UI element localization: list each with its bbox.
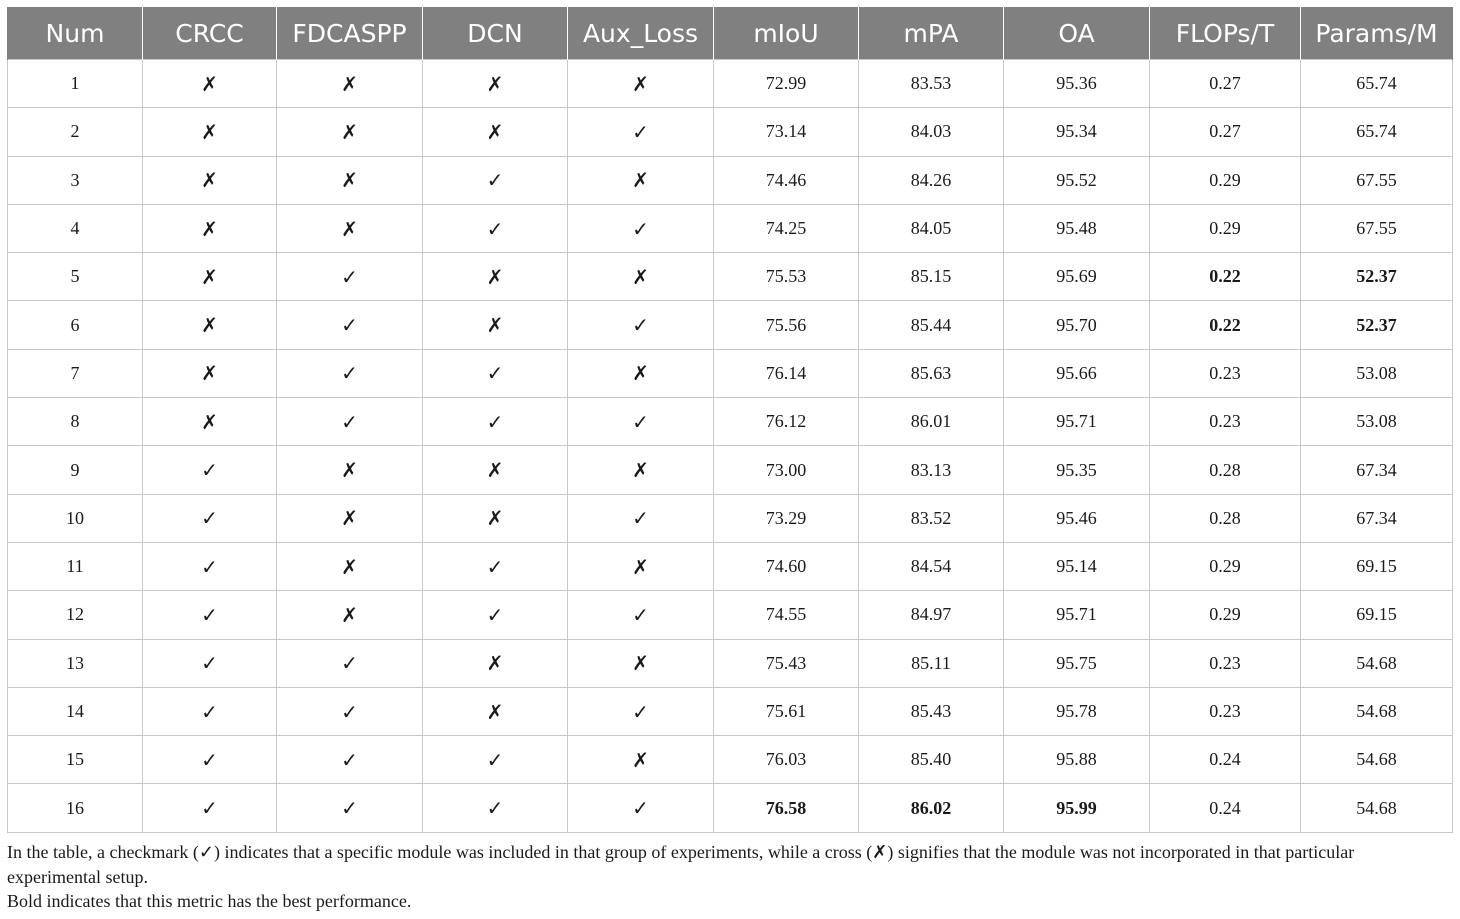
cell-aux-mark: ✗ — [568, 639, 714, 687]
cell-num: 9 — [8, 446, 143, 494]
cell-dcn-mark: ✓ — [423, 398, 568, 446]
cell-params: 52.37 — [1301, 301, 1453, 349]
cell-crcc-mark: ✗ — [143, 60, 277, 108]
cell-miou: 76.12 — [714, 398, 859, 446]
cell-mpa: 85.40 — [859, 736, 1004, 784]
cell-params: 53.08 — [1301, 349, 1453, 397]
cell-miou: 74.46 — [714, 156, 859, 204]
cell-dcn-mark: ✓ — [423, 736, 568, 784]
header-miou: mIoU — [714, 7, 859, 60]
cell-dcn-mark: ✓ — [423, 156, 568, 204]
footnote-bold: Bold indicates that this metric has the best performance. — [7, 891, 412, 911]
cell-crcc-mark: ✓ — [143, 494, 277, 542]
cell-miou: 72.99 — [714, 60, 859, 108]
table-row — [8, 542, 1453, 590]
cell-fdcaspp-mark: ✓ — [277, 398, 423, 446]
cell-miou: 75.53 — [714, 253, 859, 301]
cell-aux-mark: ✗ — [568, 736, 714, 784]
cell-params: 52.37 — [1301, 253, 1453, 301]
cell-params: 67.34 — [1301, 446, 1453, 494]
cell-fdcaspp-mark: ✓ — [277, 687, 423, 735]
cell-fdcaspp-mark: ✓ — [277, 253, 423, 301]
cell-num: 6 — [8, 301, 143, 349]
cell-params: 67.55 — [1301, 156, 1453, 204]
cell-fdcaspp-mark: ✓ — [277, 736, 423, 784]
table-body — [8, 60, 1453, 833]
cell-miou: 75.61 — [714, 687, 859, 735]
cell-fdcaspp-mark: ✗ — [277, 108, 423, 156]
cell-params: 65.74 — [1301, 60, 1453, 108]
cell-miou: 74.60 — [714, 542, 859, 590]
table-row — [8, 253, 1453, 301]
cell-crcc-mark: ✗ — [143, 253, 277, 301]
cell-miou: 74.55 — [714, 591, 859, 639]
cell-aux-mark: ✗ — [568, 253, 714, 301]
cell-flops: 0.24 — [1150, 736, 1301, 784]
cell-oa: 95.66 — [1004, 349, 1150, 397]
cell-miou: 73.00 — [714, 446, 859, 494]
cell-miou: 76.14 — [714, 349, 859, 397]
cell-oa: 95.71 — [1004, 398, 1150, 446]
cell-params: 69.15 — [1301, 542, 1453, 590]
cell-flops: 0.22 — [1150, 253, 1301, 301]
cell-num: 4 — [8, 204, 143, 252]
header-mpa: mPA — [859, 7, 1004, 60]
cell-params: 67.55 — [1301, 204, 1453, 252]
cell-mpa: 83.53 — [859, 60, 1004, 108]
cell-crcc-mark: ✓ — [143, 591, 277, 639]
cell-oa: 95.46 — [1004, 494, 1150, 542]
cell-dcn-mark: ✗ — [423, 60, 568, 108]
cell-flops: 0.27 — [1150, 108, 1301, 156]
cell-crcc-mark: ✗ — [143, 398, 277, 446]
table-row — [8, 736, 1453, 784]
cell-num: 10 — [8, 494, 143, 542]
table-row — [8, 204, 1453, 252]
cell-flops: 0.29 — [1150, 542, 1301, 590]
cell-crcc-mark: ✗ — [143, 301, 277, 349]
cell-oa: 95.70 — [1004, 301, 1150, 349]
header-flops: FLOPs/T — [1150, 7, 1301, 60]
cell-dcn-mark: ✓ — [423, 784, 568, 832]
cell-aux-mark: ✓ — [568, 784, 714, 832]
ablation-table — [7, 7, 1453, 833]
cell-flops: 0.23 — [1150, 398, 1301, 446]
cell-crcc-mark: ✗ — [143, 156, 277, 204]
cell-flops: 0.29 — [1150, 204, 1301, 252]
table-row — [8, 156, 1453, 204]
cell-oa: 95.14 — [1004, 542, 1150, 590]
cell-aux-mark: ✓ — [568, 108, 714, 156]
cell-params: 54.68 — [1301, 687, 1453, 735]
table-footnotes — [7, 840, 1452, 914]
cell-num: 14 — [8, 687, 143, 735]
cell-flops: 0.28 — [1150, 494, 1301, 542]
cell-fdcaspp-mark: ✗ — [277, 156, 423, 204]
cell-fdcaspp-mark: ✓ — [277, 301, 423, 349]
cell-crcc-mark: ✗ — [143, 108, 277, 156]
cell-aux-mark: ✗ — [568, 446, 714, 494]
cell-mpa: 86.01 — [859, 398, 1004, 446]
cell-mpa: 86.02 — [859, 784, 1004, 832]
cell-fdcaspp-mark: ✗ — [277, 591, 423, 639]
table-row — [8, 494, 1453, 542]
cell-mpa: 85.43 — [859, 687, 1004, 735]
cell-fdcaspp-mark: ✗ — [277, 60, 423, 108]
cell-oa: 95.52 — [1004, 156, 1150, 204]
cell-num: 11 — [8, 542, 143, 590]
table-row — [8, 591, 1453, 639]
cell-flops: 0.23 — [1150, 349, 1301, 397]
cell-dcn-mark: ✓ — [423, 591, 568, 639]
cell-mpa: 85.15 — [859, 253, 1004, 301]
cell-aux-mark: ✓ — [568, 591, 714, 639]
cell-flops: 0.29 — [1150, 156, 1301, 204]
cell-params: 54.68 — [1301, 784, 1453, 832]
cell-num: 8 — [8, 398, 143, 446]
cell-crcc-mark: ✓ — [143, 446, 277, 494]
cell-flops: 0.28 — [1150, 446, 1301, 494]
cell-miou: 76.58 — [714, 784, 859, 832]
cell-dcn-mark: ✗ — [423, 301, 568, 349]
cell-oa: 95.71 — [1004, 591, 1150, 639]
cell-fdcaspp-mark: ✗ — [277, 542, 423, 590]
cell-crcc-mark: ✓ — [143, 784, 277, 832]
cell-miou: 75.56 — [714, 301, 859, 349]
cell-aux-mark: ✗ — [568, 542, 714, 590]
header-dcn: DCN — [423, 7, 568, 60]
cell-mpa: 83.52 — [859, 494, 1004, 542]
cell-oa: 95.35 — [1004, 446, 1150, 494]
cell-mpa: 84.54 — [859, 542, 1004, 590]
cell-params: 53.08 — [1301, 398, 1453, 446]
cell-miou: 75.43 — [714, 639, 859, 687]
cell-params: 54.68 — [1301, 639, 1453, 687]
cell-aux-mark: ✓ — [568, 494, 714, 542]
cell-fdcaspp-mark: ✓ — [277, 639, 423, 687]
header-oa: OA — [1004, 7, 1150, 60]
cell-fdcaspp-mark: ✓ — [277, 784, 423, 832]
header-aux-loss: Aux_Loss — [568, 7, 714, 60]
cell-crcc-mark: ✓ — [143, 736, 277, 784]
header-fdcaspp: FDCASPP — [277, 7, 423, 60]
cell-aux-mark: ✓ — [568, 398, 714, 446]
cell-oa: 95.36 — [1004, 60, 1150, 108]
cell-num: 16 — [8, 784, 143, 832]
cell-dcn-mark: ✗ — [423, 687, 568, 735]
cell-params: 67.34 — [1301, 494, 1453, 542]
table-row — [8, 446, 1453, 494]
cell-num: 1 — [8, 60, 143, 108]
cell-fdcaspp-mark: ✗ — [277, 204, 423, 252]
cell-aux-mark: ✗ — [568, 349, 714, 397]
cell-crcc-mark: ✓ — [143, 542, 277, 590]
cell-num: 5 — [8, 253, 143, 301]
cell-dcn-mark: ✗ — [423, 108, 568, 156]
table-row — [8, 398, 1453, 446]
cell-mpa: 85.11 — [859, 639, 1004, 687]
cell-params: 65.74 — [1301, 108, 1453, 156]
cell-oa: 95.75 — [1004, 639, 1150, 687]
cell-oa: 95.48 — [1004, 204, 1150, 252]
cell-crcc-mark: ✓ — [143, 639, 277, 687]
cell-num: 3 — [8, 156, 143, 204]
cell-dcn-mark: ✗ — [423, 639, 568, 687]
cell-num: 2 — [8, 108, 143, 156]
cell-dcn-mark: ✗ — [423, 446, 568, 494]
table-row — [8, 639, 1453, 687]
cell-flops: 0.23 — [1150, 639, 1301, 687]
cell-miou: 73.14 — [714, 108, 859, 156]
header-num: Num — [8, 7, 143, 60]
cell-flops: 0.24 — [1150, 784, 1301, 832]
cell-mpa: 84.05 — [859, 204, 1004, 252]
cell-num: 7 — [8, 349, 143, 397]
cell-params: 69.15 — [1301, 591, 1453, 639]
cell-oa: 95.99 — [1004, 784, 1150, 832]
cell-flops: 0.23 — [1150, 687, 1301, 735]
cell-aux-mark: ✓ — [568, 204, 714, 252]
table-row — [8, 60, 1453, 108]
footnote-legend: In the table, a checkmark (✓) indicates that a specific module was included in that group of experiments, while a cross (✗) signifies that the module was not incorporated in that particular experimental setup. — [7, 842, 1355, 887]
cell-mpa: 85.44 — [859, 301, 1004, 349]
cell-miou: 73.29 — [714, 494, 859, 542]
cell-mpa: 84.03 — [859, 108, 1004, 156]
cell-crcc-mark: ✗ — [143, 349, 277, 397]
cell-fdcaspp-mark: ✗ — [277, 494, 423, 542]
cell-num: 15 — [8, 736, 143, 784]
ablation-table-container — [7, 7, 1452, 833]
header-params: Params/M — [1301, 7, 1453, 60]
cell-miou: 74.25 — [714, 204, 859, 252]
table-row — [8, 108, 1453, 156]
cell-dcn-mark: ✓ — [423, 204, 568, 252]
cell-num: 13 — [8, 639, 143, 687]
table-header-row — [8, 7, 1453, 60]
cell-aux-mark: ✓ — [568, 301, 714, 349]
cell-flops: 0.29 — [1150, 591, 1301, 639]
cell-flops: 0.22 — [1150, 301, 1301, 349]
cell-dcn-mark: ✗ — [423, 494, 568, 542]
cell-fdcaspp-mark: ✗ — [277, 446, 423, 494]
cell-aux-mark: ✓ — [568, 687, 714, 735]
header-crcc: CRCC — [143, 7, 277, 60]
cell-miou: 76.03 — [714, 736, 859, 784]
table-row — [8, 301, 1453, 349]
cell-dcn-mark: ✓ — [423, 542, 568, 590]
table-row — [8, 349, 1453, 397]
table-row — [8, 687, 1453, 735]
table-row — [8, 784, 1453, 832]
cell-oa: 95.69 — [1004, 253, 1150, 301]
cell-mpa: 84.26 — [859, 156, 1004, 204]
cell-crcc-mark: ✓ — [143, 687, 277, 735]
cell-aux-mark: ✗ — [568, 156, 714, 204]
cell-dcn-mark: ✓ — [423, 349, 568, 397]
cell-params: 54.68 — [1301, 736, 1453, 784]
cell-oa: 95.78 — [1004, 687, 1150, 735]
cell-oa: 95.34 — [1004, 108, 1150, 156]
cell-crcc-mark: ✗ — [143, 204, 277, 252]
cell-oa: 95.88 — [1004, 736, 1150, 784]
cell-dcn-mark: ✗ — [423, 253, 568, 301]
cell-fdcaspp-mark: ✓ — [277, 349, 423, 397]
cell-mpa: 85.63 — [859, 349, 1004, 397]
cell-flops: 0.27 — [1150, 60, 1301, 108]
cell-num: 12 — [8, 591, 143, 639]
cell-mpa: 84.97 — [859, 591, 1004, 639]
cell-mpa: 83.13 — [859, 446, 1004, 494]
cell-aux-mark: ✗ — [568, 60, 714, 108]
